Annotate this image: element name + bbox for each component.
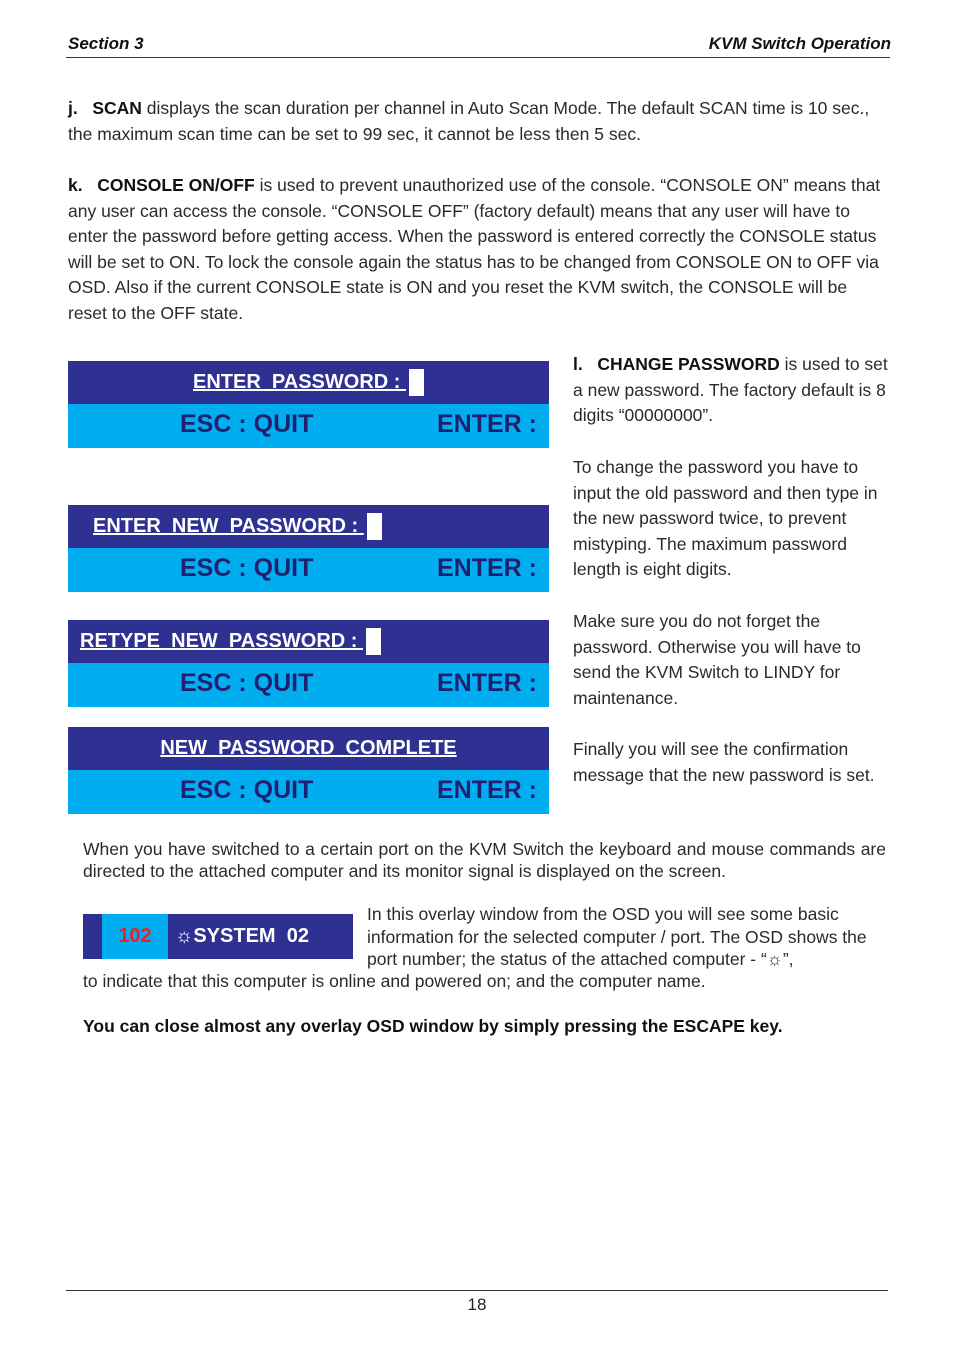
chapter-title: KVM Switch Operation <box>708 34 891 53</box>
osd-enter-new-password <box>68 505 549 592</box>
header-divider <box>66 57 890 58</box>
item-term: CONSOLE ON/OFF <box>97 175 255 195</box>
item-term: CHANGE PASSWORD <box>597 354 780 374</box>
password-instructions: To change the password you have to input the old password and then type in the new password twice, to prevent mistyping. The maximum password length is eight digits. <box>573 457 878 580</box>
osd-quit: ESC : QUIT <box>180 410 314 438</box>
item-text: is used to set a new password. The factory default is 8 digits “00000000”. <box>573 354 888 426</box>
item-change-password <box>573 352 891 429</box>
osd-quit: ESC : QUIT <box>180 776 314 804</box>
item-console <box>68 173 888 327</box>
section-label: Section 3 <box>68 34 144 53</box>
item-term: SCAN <box>92 98 142 118</box>
osd-title: RETYPE NEW PASSWORD : <box>80 630 363 652</box>
osd-quit: ESC : QUIT <box>180 669 314 697</box>
osd-enter: ENTER : <box>437 669 537 697</box>
item-scan <box>68 96 888 147</box>
computer-name: SYSTEM 02 <box>193 925 309 947</box>
escape-note: You can close almost any overlay OSD window by simply pressing the ESCAPE key. <box>83 1016 783 1036</box>
osd-password-complete <box>68 727 549 814</box>
osd-title: NEW PASSWORD COMPLETE <box>160 737 457 759</box>
password-confirmation: Finally you will see the confirmation message that the new password is set. <box>573 739 875 785</box>
port-number: 102 <box>102 914 168 959</box>
item-text: is used to prevent unauthorized use of the console. “CONSOLE ON” means that any user can access the console. “CONSOLE OFF” (factory default) means that any user will have to enter the password before getting access. When the password is entered correctly the CONSOLE status will be set to ON. To lock the console again the status has to be changed from CONSOLE ON to OFF via OSD. Also if the current CONSOLE state is ON and you reset the KVM switch, the CONSOLE will be reset to the OFF state. <box>68 175 881 323</box>
sun-icon: ☼ <box>175 925 194 947</box>
osd-title: ENTER NEW PASSWORD : <box>93 515 364 537</box>
osd-enter-password <box>68 361 549 448</box>
overlay-description: In this overlay window from the OSD you will see some basic information for the selected computer / port. The OSD shows the port number; the status of the attached computer - “☼”, <box>367 904 867 969</box>
osd-retype-password <box>68 620 549 707</box>
password-warning: Make sure you do not forget the password. Otherwise you will have to send the KVM Switch to LINDY for maintenance. <box>573 611 861 708</box>
item-marker: k. <box>68 175 83 195</box>
osd-quit: ESC : QUIT <box>180 554 314 582</box>
cursor-block <box>409 369 424 396</box>
page-number: 18 <box>467 1295 487 1314</box>
item-text: displays the scan duration per channel in Auto Scan Mode. The default SCAN time is 10 sec., the maximum scan time can be set to 99 sec, it cannot be less then 5 sec. <box>68 98 870 144</box>
osd-enter: ENTER : <box>437 776 537 804</box>
cursor-block <box>367 513 382 540</box>
osd-enter: ENTER : <box>437 410 537 438</box>
switch-paragraph: When you have switched to a certain port on the KVM Switch the keyboard and mouse commands are directed to the attached computer and its monitor signal is displayed on the screen. <box>83 839 886 881</box>
osd-port-overlay <box>83 914 353 959</box>
overlay-description-cont: to indicate that this computer is online and powered on; and the computer name. <box>83 971 706 991</box>
osd-enter: ENTER : <box>437 554 537 582</box>
footer-divider <box>66 1290 888 1291</box>
item-marker: l. <box>573 354 583 374</box>
osd-title: ENTER PASSWORD : <box>193 371 406 393</box>
cursor-block <box>366 628 381 655</box>
item-marker: j. <box>68 98 78 118</box>
